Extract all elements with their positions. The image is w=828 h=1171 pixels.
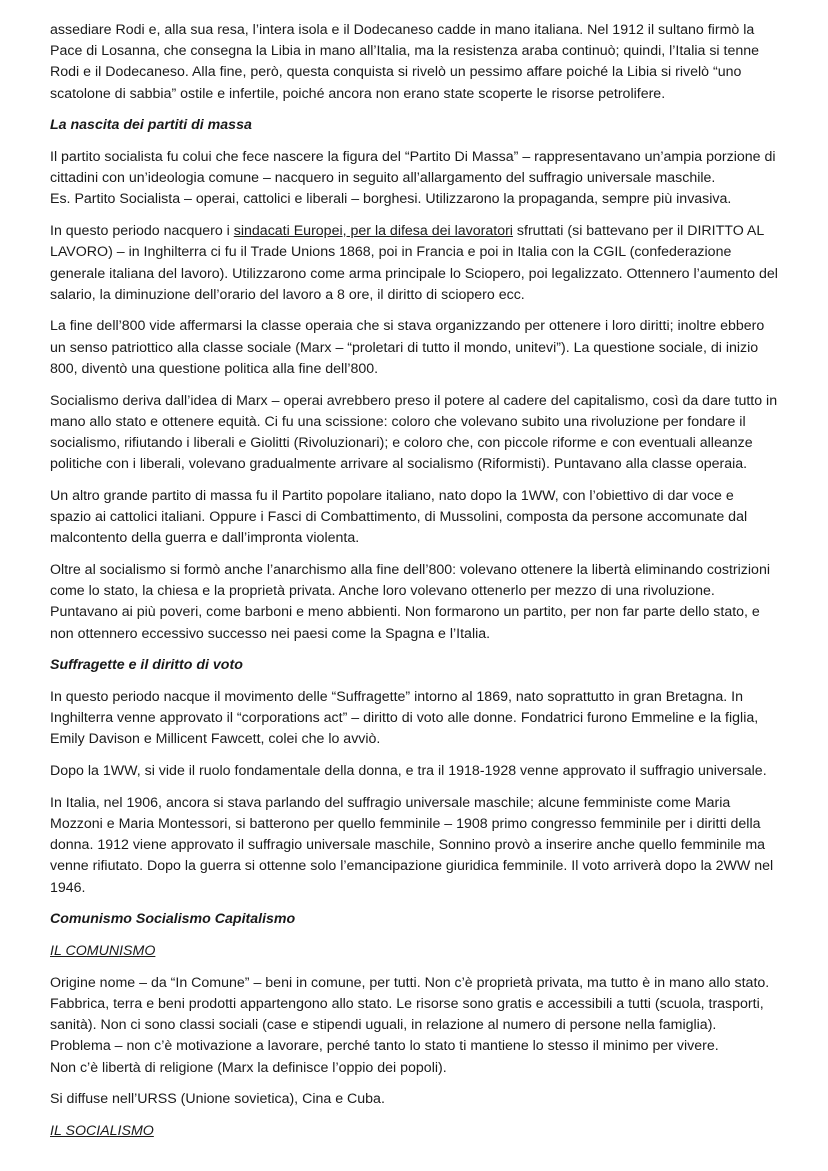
- paragraph-classe-operaia: La fine dell’800 vide affermarsi la classe operaia che si stava organizzando per ottenere i loro diritti; inoltre ebbero un senso patriottico alla classe sociale (Marx – “proletari di tutto il mondo, unitevi”). La questione sociale, di inizio 800, diventò una questione politica alla fine dell’800.: [50, 318, 765, 377]
- sindacati-underlined-text: sindacati Europei, per la difesa dei lavoratori: [233, 223, 513, 240]
- partito-socialista-text: Es. Partito Socialista – operai, cattolici e liberali – borghesi. Utilizzarono la propaganda, sempre più invasiva.: [50, 191, 732, 208]
- comunismo-religione-text: Non c’è libertà di religione (Marx la definisce l’oppio dei popoli).: [50, 1059, 447, 1076]
- heading-partiti-di-massa: La nascita dei partiti di massa: [50, 117, 252, 134]
- paragraph-italia-suffragio: In Italia, nel 1906, ancora si stava parlando del suffragio universale maschile; alcune femministe come Maria Mozzoni e Maria Montessori, si batterono per quello femminile – 1908 primo congresso femminile per i diritti della donna. 1912 viene approvato il suffragio universale maschile, Sonnino provò a inserire anche quello femminile ma venne rifiutato. Dopo la guerra si ottenne solo l’emancipazione giuridica femminile. Il voto arriverà dopo la 2WW nel 1946.: [50, 794, 774, 896]
- heading-il-comunismo: IL COMUNISMO: [50, 943, 156, 960]
- heading-il-socialismo: IL SOCIALISMO: [50, 1122, 154, 1139]
- heading-suffragette: Suffragette e il diritto di voto: [50, 657, 243, 674]
- heading-comunismo-socialismo-capitalismo: Comunismo Socialismo Capitalismo: [50, 911, 296, 928]
- paragraph-libia: assediare Rodi e, alla sua resa, l’intera isola e il Dodecaneso cadde in mano italiana. Nel 1912 il sultano firmò la Pace di Losanna, che consegna la Libia in mano all’Italia, ma la resistenza araba continuò; quindi, l’Italia si tenne Rodi e il Dodecaneso. Alla fine, però, questa conquista si rivelò un pessimo affare poiché la Libia si rivelò “uno scatolone di sabbia” ostile e infertile, poiché ancora non erano state scoperte le risorse petrolifere.: [50, 22, 760, 102]
- partito-di-massa-text: Il partito socialista fu colui che fece nascere la figura del “Partito Di Massa” – rappresentavano un’ampia porzione di cittadini con un’ideologia comune – nacquero in seguito all’allargamento del suffragio universale maschile.: [50, 149, 776, 187]
- paragraph-partito-popolare: Un altro grande partito di massa fu il Partito popolare italiano, nato dopo la 1WW, con l’obiettivo di dar voce e spazio ai cattolici italiani. Oppure i Fasci di Combattimento, di Mussolini, composta da persone accomunate dal malcontento della guerra e dall’impronta violenta.: [50, 487, 748, 547]
- sindacati-text-post: sfruttati (si battevano per il DIRITTO AL LAVORO) – in Inghilterra ci fu il Trade Unions 1868, poi in Francia e poi in Italia con la CGIL (confederazione generale italiana del lavoro). Utilizzarono come arma principale lo Sciopero, poi legalizzato. Ottennero l’aumento del salario, la diminuzione dell’orario del lavoro a 8 ore, il diritto di sciopero ecc.: [50, 223, 778, 303]
- paragraph-suffragette: In questo periodo nacque il movimento delle “Suffragette” intorno al 1869, nato soprattutto in gran Bretagna. In Inghilterra venne approvato il “corporations act” – diritto di voto alle donne. Fondatrici furono Emmeline e la figlia, Emily Davison e Millicent Fawcett, colei che lo avviò.: [50, 688, 759, 748]
- paragraph-socialismo-marx: Socialismo deriva dall’idea di Marx – operai avrebbero preso il potere al cadere del capitalismo, così da dare tutto in mano allo stato e ottenere equità. Ci fu una scissione: coloro che volevano subito una rivoluzione per fondare il socialismo, rifiutando i liberali e Giolitti (Rivoluzionari); e coloro che, con piccole riforme e con eventuali alleanze politiche con i liberali, volevano gradualmente arrivare al socialismo (Riformisti). Puntavano alla classe operaia.: [50, 392, 778, 473]
- paragraph-comunismo: [50, 973, 778, 1079]
- paragraph-sindacati: [50, 221, 778, 306]
- paragraph-partito-di-massa: [50, 147, 778, 211]
- paragraph-diffusione: Si diffuse nell’URSS (Unione sovietica), Cina e Cuba.: [50, 1091, 385, 1108]
- comunismo-origine-text: Origine nome – da “In Comune” – beni in comune, per tutti. Non c’è proprietà privata, ma tutto è in mano allo stato. Fabbrica, terra e beni prodotti appartengono allo stato. Le risorse sono gratis e accessibili a tutti (scuola, trasporti, sanità). Non ci sono classi sociali (case e stipendi uguali, in relazione al numero di persone nella famiglia).: [50, 974, 770, 1034]
- comunismo-problema-text: Problema – non c’è motivazione a lavorare, perché tanto lo stato ti mantiene lo stesso il minimo per vivere.: [50, 1038, 719, 1055]
- paragraph-anarchismo: Oltre al socialismo si formò anche l’anarchismo alla fine dell’800: volevano ottenere la libertà eliminando costrizioni come lo stato, la chiesa e la proprietà privata. Anche loro volevano ottenerlo per mezzo di una rivoluzione. Puntavano ai più poveri, come barboni e meno abbienti. Non formarono un partito, per non far parte dello stato, e non ottennero eccessivo successo nei paesi come la Spagna e l’Italia.: [50, 561, 770, 642]
- sindacati-text-pre: In questo periodo nacquero i: [50, 223, 234, 240]
- paragraph-dopo-1ww: Dopo la 1WW, si vide il ruolo fondamentale della donna, e tra il 1918-1928 venne approvato il suffragio universale.: [50, 763, 767, 780]
